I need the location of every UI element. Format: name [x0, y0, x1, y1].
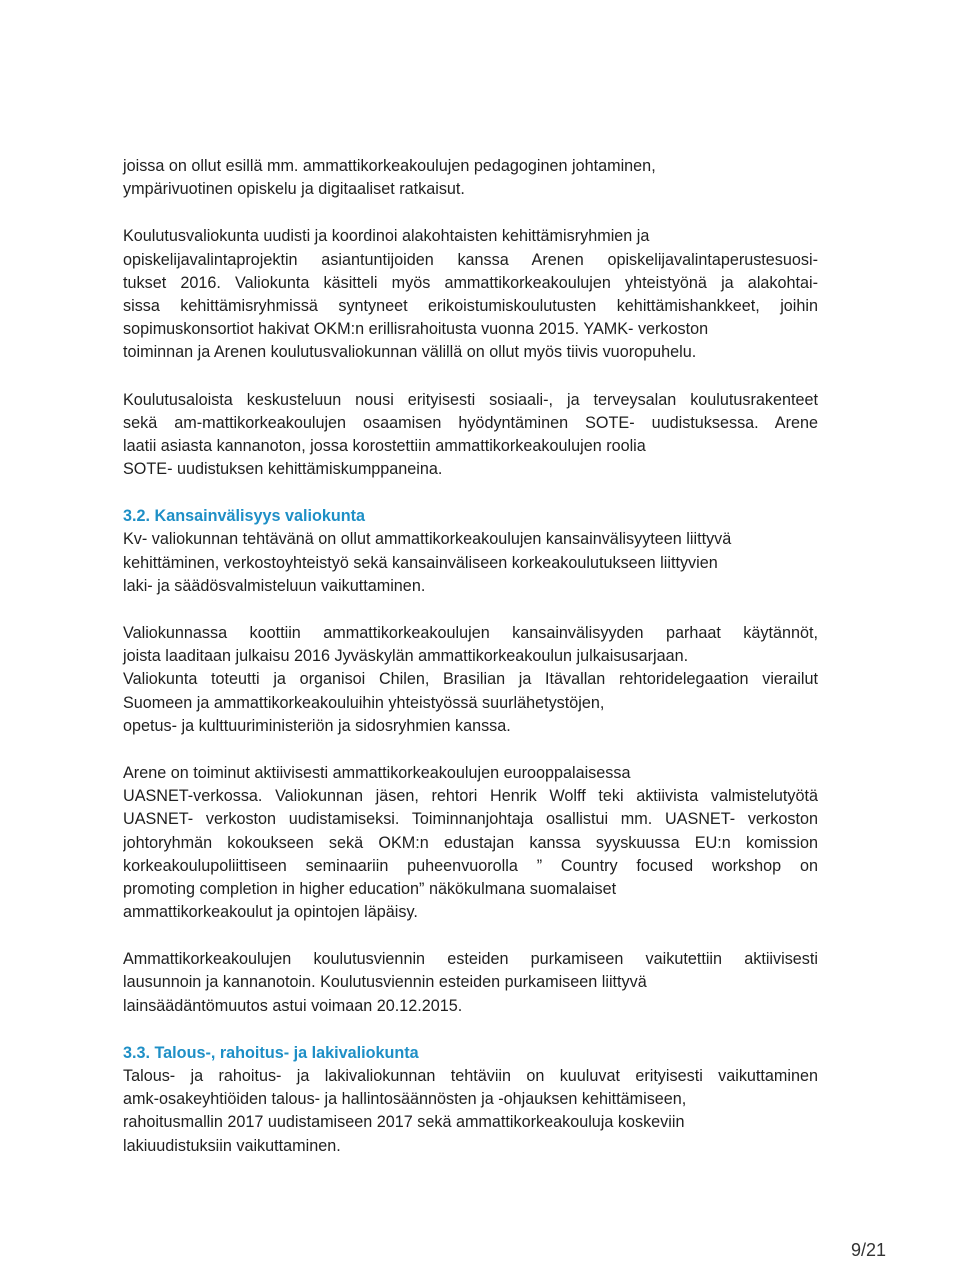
document-body [123, 155, 818, 1158]
paragraph-spacer [123, 201, 818, 225]
text-line: lainsäädäntömuutos astui voimaan 20.12.2015. [123, 996, 463, 1015]
text-line: Koulutusaloista keskusteluun nousi erityisesti sosiaali-, ja terveysalan koulutusrakenteet [123, 390, 818, 409]
paragraph [123, 225, 818, 364]
paragraph-spacer [123, 598, 818, 622]
text-line: joissa on ollut esillä mm. ammattikorkeakoulujen pedagoginen johtaminen, [123, 157, 656, 175]
text-line: toiminnan ja Arenen koulutusvaliokunnan välillä on ollut myös tiivis vuoropuhelu. [123, 343, 697, 362]
text-line: laatii asiasta kannanoton, jossa korostettiin ammattikorkeakoulujen roolia [123, 436, 646, 455]
text-line: joista laaditaan julkaisu 2016 Jyväskylän ammattikorkeakoulun julkaisusarjaan. [123, 647, 689, 666]
text-line: Kv- valiokunnan tehtävänä on ollut ammattikorkeakoulujen kansainvälisyyteen liittyvä [123, 530, 732, 549]
section-heading-3-3: 3.3. Talous-, rahoitus- ja lakivaliokunta [123, 1043, 419, 1062]
text-line: rahoitusmallin 2017 uudistamiseen 2017 sekä ammattikorkeakouluja koskeviin [123, 1113, 685, 1132]
text-line: Arene on toiminut aktiivisesti ammattikorkeakoulujen eurooppalaisessa [123, 763, 631, 782]
text-line: tukset 2016. Valiokunta käsitteli myös ammattikorkeakoulujen yhteistyönä ja alakohtai- [123, 273, 818, 292]
text-line: johtoryhmän kokoukseen sekä OKM:n edustajan kanssa syyskuussa EU:n komission [123, 833, 818, 852]
text-line: SOTE- uudistuksen kehittämiskumppaneina. [123, 460, 443, 479]
text-line: opiskelijavalintaprojektin asiantuntijoiden kanssa Arenen opiskelijavalintaperustesuosi- [123, 250, 818, 269]
text-line: ympärivuotinen opiskelu ja digitaaliset ratkaisut. [123, 180, 465, 199]
decorative-wave-graphic [0, 1153, 960, 1273]
text-line: Ammattikorkeakoulujen koulutusviennin esteiden purkamiseen vaikutettiin aktiivisesti [123, 950, 818, 969]
paragraph-spacer [123, 738, 818, 762]
text-line: UASNET- verkoston uudistamiseksi. Toiminnanjohtaja osallistui mm. UASNET- verkoston [123, 810, 818, 829]
text-line: amk-osakeyhtiöiden talous- ja hallintosäännösten ja -ohjauksen kehittämiseen, [123, 1090, 687, 1109]
paragraph [123, 155, 818, 201]
text-line: laki- ja säädösvalmisteluun vaikuttaminen. [123, 576, 426, 595]
paragraph [123, 622, 818, 738]
text-line: UASNET-verkossa. Valiokunnan jäsen, rehtori Henrik Wolff teki aktiivista valmistelutyötä [123, 787, 818, 806]
text-line: Talous- ja rahoitus- ja lakivaliokunnan tehtäviin on kuuluvat erityisesti vaikuttaminen [123, 1067, 818, 1085]
paragraph [123, 389, 818, 482]
paragraph-spacer [123, 365, 818, 389]
text-line: lausunnoin ja kannanotoin. Koulutusviennin esteiden purkamiseen liittyvä [123, 973, 647, 992]
text-line: Suomeen ja ammattikorkeakouluihin yhteistyössä suurlähetystöjen, [123, 693, 605, 712]
paragraph [123, 762, 818, 924]
text-line: sopimuskonsortiot hakivat OKM:n erillisrahoitusta vuonna 2015. YAMK- verkoston [123, 320, 709, 339]
section-heading-3-2: 3.2. Kansainvälisyys valiokunta [123, 507, 366, 526]
text-line: ammattikorkeakoulut ja opintojen läpäisy. [123, 903, 418, 922]
text-line: sissa kehittämisryhmissä syntyneet erikoistumiskoulutusten kehittämishankkeet, joihin [123, 296, 818, 315]
text-line: lakiuudistuksiin vaikuttaminen. [123, 1136, 341, 1155]
text-line: Valiokunnassa koottiin ammattikorkeakoulujen kansainvälisyyden parhaat käytännöt, [123, 624, 818, 642]
paragraph-spacer [123, 1018, 818, 1042]
paragraph [123, 528, 818, 598]
paragraph-spacer [123, 924, 818, 948]
text-line: Koulutusvaliokunta uudisti ja koordinoi alakohtaisten kehittämisryhmien ja [123, 227, 650, 246]
page-number: 9/21 [850, 1240, 886, 1260]
text-line: promoting completion in higher education” näkökulmana suomalaiset [123, 879, 617, 898]
text-line: kehittäminen, verkostoyhteistyö sekä kansainväliseen korkeakoulutukseen liittyvien [123, 553, 718, 572]
paragraph-spacer [123, 481, 818, 505]
text-line: korkeakoulupoliittiseen seminaariin puheenvuorolla ” Country focused workshop on [123, 856, 818, 875]
paragraph [123, 1065, 818, 1158]
text-line: Valiokunta toteutti ja organisoi Chilen, Brasilian ja Itävallan rehtoridelegaation vierailut [123, 670, 818, 689]
text-line: sekä am-mattikorkeakoulujen osaamisen hyödyntäminen SOTE- uudistuksessa. Arene [123, 413, 818, 432]
paragraph [123, 948, 818, 1018]
text-line: opetus- ja kulttuuriministeriön ja sidosryhmien kanssa. [123, 716, 511, 735]
